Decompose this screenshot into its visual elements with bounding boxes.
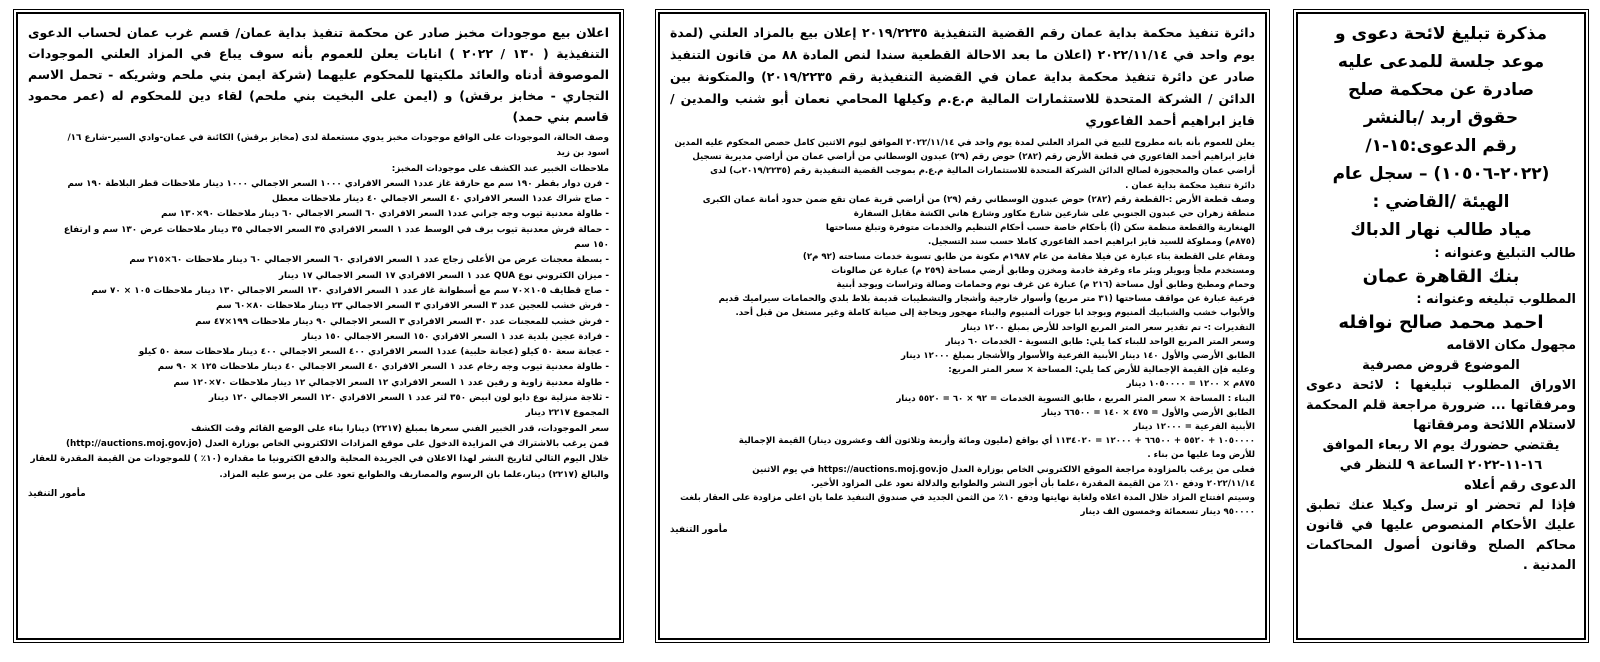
text-line: - صاج قطايف ١٠٥×٧٠ سم مع أسطوانة غاز عدد ١ السعر الافرادي ١٣٠ السعر الاجمالي ١٣٠ دينار ملاحظات ١٠٥ × ٧٠ سم: [91, 285, 609, 296]
notice-heading-line: موعد جلسة للمدعى عليه: [1337, 52, 1545, 72]
text-line: البناء : المساحة × سعر المتر المربع ، طابق التسوية الخدمات = ٩٢ × ٦٠ = ٥٥٢٠ دينار: [896, 393, 1255, 404]
text-line: ١٠٥٠٠٠٠ + ٥٥٢٠ + ٦٦٥٠٠ + ١٢٠٠٠ = ١١٣٤٠٢٠ أي بواقع (مليون ومائة وأربعة وثلاثون ألف وعشرون دينار) القيمة الإجمالية: [738, 436, 1255, 447]
text-line: - عجانة سعة ٥٠ كيلو (عجانة حلبية) عدد١ السعر الافرادي ٤٠٠ السعر الاجمالي ٤٠٠ دينار ملاحظات سعة ٥٠ كيلو: [138, 347, 609, 358]
text-line: ٨٧٥م × ١٢٠٠ = ١٠٥٠٠٠٠ دينار: [1126, 379, 1255, 390]
text-line: - ثلاجة منزلية نوع دايو لون ابيض ٣٥٠ لتر عدد ١ السعر الافرادي ١٢٠ السعر الاجمالي ١٢٠ دينار: [208, 393, 609, 404]
text-line: فرعية عبارة عن مواقف مساحتها (٣١ متر مربع) وأسوار خارجية وأشجار والتشطيبات قديمة بلاط بلدي والحمامات سيراميك قديم: [718, 294, 1255, 305]
court-notice-panel: [1296, 12, 1586, 640]
attend-text: يقتضي حضورك يوم الا ربعاء الموافق: [1322, 438, 1560, 453]
text-line: للأرض وما عليها من بناء .: [1147, 450, 1255, 461]
text-line: - فرادة عجين بلدية عدد ١ السعر الافرادي ١٥٠ السعر الاجمالي ١٥٠ دينار: [302, 331, 609, 342]
text-line: اسود بن زيد: [556, 148, 609, 159]
text-line: يعلن للعموم بأنه بانه مطروح للبيع في المزاد العلني لمدة يوم واحد في ٢٠٢٢/١١/١٤ الموافق ليوم الاثنين كامل حصص المحكوم عليه المدين: [674, 138, 1255, 148]
residence-text: مجهول مكان الاقامه: [1446, 338, 1576, 353]
text-line: - بسطة معجنات عرض من الأعلى زجاج عدد ١ السعر الافرادي ٦٠ السعر الاجمالي ٦٠ دينار ملاحظات ٦٠×٢١٥ سم: [129, 255, 609, 266]
text-line: وصف قطعة الأرض :-القطعة رقم (٢٨٢) حوض عبدون الوسطاني رقم (٢٩) من أراضي قرية عمان تقع ضمن حدود أمانة عمان الكبرى: [702, 194, 1255, 205]
text-line: ومقام على القطعة بناء عبارة عن فيلا مقامة من عام ١٩٨٧م مكونة من طابق تسوية خدمات مساحته (٩٢ م٢): [802, 251, 1255, 262]
text-line: والأبواب خشب والشبابيك ألمنيوم ويوجد ابا جورات ألمنيوم والبناء مهجور ويحاجة إلى صيانة كاملة وغير مستغل من قبل أحد.: [735, 308, 1255, 319]
text-line: - حمالة فرش معدنية تيوب برف في الوسط عدد ١ السعر الافرادي ٣٥ السعر الاجمالي ٣٥ دينار ملاحظات عرض ١٣٠ سم و ارتفاع: [63, 224, 609, 235]
text-line: وصف الحالة، الموجودات على الواقع موجودات مخبز يدوي مستعملة لدى (مخابز برقش) الكائنة في عمان-وادي السير-شارع ١٦/: [67, 133, 609, 143]
bakery-auction-panel: [16, 12, 621, 640]
text-line: الهنغارية والقطعة منظمة سكن (أ) بأحكام خاصة حسب أحكام التنظيم والخدمات متوفرة وتبلغ مساحتها: [825, 223, 1255, 234]
signature: مأمور التنفيذ: [28, 488, 86, 499]
notice-heading-line: صادرة عن محكمة صلح: [1347, 80, 1534, 100]
text-line: دائرة تنفيذ محكمة بداية عمان .: [1125, 180, 1255, 191]
text-line: - فرش خشب للعجين عدد ٣ السعر الافرادي ٣ السعر الاجمالي ٢٣ دينار ملاحظات ٨٠×٦٠ سم: [216, 301, 609, 312]
text-line: وسعر المتر المربع الواحد للبناء كما يلي: طابق التسوية - الخدمات ٦٠ دينار: [945, 336, 1255, 347]
text-line: - فرش خشب للمعجنات عدد ٣٠ السعر الافرادي ٣ السعر الاجمالي ٩٠ دينار ملاحظات ١٩٩×٤٧ سم: [195, 316, 609, 327]
case-reference-text: الدعوى رقم أعلاه: [1464, 478, 1576, 493]
auction-body: [670, 136, 1255, 519]
text-line: - صاج شراك عدد١ السعر الافرادي ٤٠ السعر الاجمالي ٤٠ دينار ملاحظات معطل: [271, 194, 609, 205]
text-line: سعر الموجودات، قدر الخبير الفني سعرها بمبلغ (٢٢١٧) دينارا بناء على الوضع القائم وقت الكشف: [191, 423, 609, 434]
notice-heading-line: (٢٠٢٢-١٠٥٠٦) – سجل عام: [1332, 164, 1550, 184]
text-line: (٨٧٥م) ومملوكة للسيد فايز ابراهيم احمد الفاعوري كاملا حسب سند التسجيل.: [927, 237, 1255, 248]
papers-text: الاوراق المطلوب تبليغها : لائحة دعوى ومرفقاتها ... ضرورة مراجعة قلم المحكمة لاستلام اللائحة ومرفقاتها: [1306, 378, 1576, 433]
text-line: فعلى من يرغب بالمزاودة مراجعة الموقع الالكتروني الخاص بوزارة العدل https://auctions.moj.gov.jo في يوم الاثنين: [752, 464, 1255, 475]
requester-name: بنك القاهرة عمان: [1362, 266, 1520, 287]
text-line: - طاولة معدنية تيوب وجه جراني عدد١ السعر الافرادي ٦٠ السعر الاجمالي ٦٠ دينار ملاحظات ٩٠×١٣٠ سم: [161, 209, 609, 220]
text-line: التقديرات :- تم تقدير سعر المتر المربع الواحد للأرض بمبلغ ١٢٠٠ دينار: [961, 322, 1255, 333]
text-line: والبالغ (٢٢١٧) دينار،علما بان الرسوم والمصاريف والطوابع تعود على من يرسو عليه المزاد.: [219, 469, 609, 480]
signature: مأمور التنفيذ: [670, 525, 728, 536]
notice-heading-line: مذكرة تبليغ لائحة دعوى و: [1334, 24, 1548, 44]
text-line: الأبنية الفرعية = ١٢٠٠٠ دينار: [1133, 422, 1255, 433]
text-line: وعليه فإن القيمة الإجمالية للأرض كما يلي: المساحة × سعر المتر المربع:: [948, 365, 1255, 376]
auction-heading: دائرة تنفيذ محكمة بداية عمان رقم القضية التنفيذية ٢٠١٩/٢٢٣٥ إعلان بيع بالمزاد العلني (لمدة يوم واحد في ٢٠٢٢/١١/١٤ (اعلان ما بعد الاحالة القطعية سندا لنص المادة ٨٨ من قانون التنفيذ صادر عن دائرة تنفيذ محكمة بداية عمان في القضية التنفيذية رقم ٢٠١٩/٢٢٣٥) والمتكونة بين الدائن / الشركة المتحدة للاستثمارات المالية م.ع.م وكيلها المحامي نعمان أبو شنب والمدين / فايز ابراهيم أحمد الفاعوري: [670, 25, 1256, 128]
bakery-auction-heading: اعلان بيع موجودات مخبز صادر عن محكمة تنفيذ بداية عمان/ قسم غرب عمان لحساب الدعوى التنفيذية ( ١٣٠ / ٢٠٢٢ ) انابات يعلن للعموم بأنه سوف يباع في المزاد العلني الموجودات الموصوفة أدناه والعائد ملكيتها للمحكوم عليهما (شركة ايمن بني ملحم وشريكه - تحمل الاسم التجاري - مخابز برقش) و (ايمن على البخيت بني ملحم) لقاء دين للمحكوم له (عمر محمود قاسم بني حمد): [28, 25, 609, 124]
text-line: ومستخدم ملجأ وبويلر وبئر ماء وغرفة خادمة ومخزن وطابق أرضي مساحة (٢٥٩ م) عبارة عن صالونات: [831, 265, 1255, 276]
hearing-date-text: ١٦-١١-٢٠٢٢ الساعة ٩ للنظر في: [1339, 458, 1543, 473]
notice-heading-line: مياد طالب نهار الدباك: [1350, 220, 1532, 240]
notice-heading-line: حقوق اربد /بالنشر: [1363, 108, 1519, 128]
text-line: ٩٥٠٠٠٠ دينار تسعمائة وخمسون الف دينار: [1080, 507, 1255, 518]
text-line: فايز ابراهيم أحمد الفاعوري في قطعة الأرض رقم (٢٨٢) حوض رقم (٢٩) عبدون الوسطاني من أراضي عمان من أراضي مديرية تسجيل: [692, 152, 1255, 163]
text-line: ١٥٠ سم: [574, 240, 609, 251]
text-line: وحمام ومطبخ وطابق أول مساحة (٢١٦ م) عبارة عن غرف نوم وحمامات وصالة وتراسات ويوجد أبنية: [836, 280, 1255, 291]
text-line: فمن يرغب بالاشتراك في المزايدة الدخول على موقع المزادات الالكتروني الخاص بوزارة العدل (http://auctions.moj.gov.jo): [65, 438, 609, 449]
text-line: - طاولة معدنية تيوب وجه رخام عدد ١ السعر الافرادي ٤٠ السعر الاجمالي ٤٠ دينار ملاحظات ١٢٥ × ٩٠ سم: [157, 362, 609, 373]
property-auction-panel: [658, 12, 1267, 640]
text-line: خلال اليوم التالي لتاريخ النشر لهذا الاعلان في الجريدة المحلية والدفع الكترونيا ما مقداره (١٠٪ ) للموجودات من القيمة المقدرة للعقار: [30, 454, 609, 465]
text-line: أراضي عمان والمحجوزة لصالح الدائن الشركة المتحدة للاستثمارات المالية م.ع.م بموجب القضية التنفيذية رقم (٢٠١٩/٢٢٣٥ب) لدى: [710, 166, 1255, 177]
text-line: وسيتم افتتاح المزاد خلال المدة اعلاه ولغاية نهايتها ودفع ١٠٪ من الثمن الجديد في صندوق التنفيذ علما بان اعلى مزاودة على العقار بلغت: [680, 493, 1255, 504]
text-line: منطقة زهران حي عبدون الجنوبي على شارعين شارع مكاور وشارع هاني الكشة مقابل السفارة: [853, 209, 1255, 220]
text-line: المجموع ٢٢١٧ دينار: [525, 408, 609, 419]
text-line: الطابق الأرضي والأول = ٤٧٥ × ١٤٠ = ٦٦٥٠٠ دينار: [1041, 407, 1255, 418]
notice-heading-line: رقم الدعوى:١٥-١/: [1365, 136, 1517, 156]
notice-heading-line: الهيئة /القاضي :: [1372, 192, 1510, 212]
text-line: - ميزان الكتروني نوع QUA عدد ١ السعر الافرادي ١٧ السعر الاجمالي ١٧ دينار: [278, 270, 609, 281]
text-line: ٢٠٢٢/١١/١٤ ودفع ١٠٪ من القيمة المقدرة ،علما بأن أجور النشر والطوابع والدلالة تعود على المزاود الأخير.: [810, 478, 1255, 489]
text-line: - طاولة معدنية زاوية و رفين عدد ١ السعر الافرادي ١٢ السعر الاجمالي ١٢ دينار ملاحظات ٧٠×١٢٠ سم: [173, 377, 609, 388]
warning-text: فإذا لم تحضر او ترسل وكيلا عنك تطبق عليك الأحكام المنصوص عليها في قانون محاكم الصلح وقانون أصول المحاكمات المدنية .: [1306, 498, 1576, 573]
notified-label: المطلوب تبليغه وعنوانه :: [1416, 292, 1576, 307]
text-line: - فرن دوار بقطر ١٩٠ سم مع حارقة غاز عدد١ السعر الافرادي ١٠٠٠ السعر الاجمالي ١٠٠٠ دينار ملاحظات قطر البلاطة ١٩٠ سم: [67, 178, 609, 189]
text-line: ملاحظات الخبير عند الكشف على موجودات المخبز:: [391, 163, 609, 174]
bakery-auction-body: [28, 131, 609, 483]
requester-label: طالب التبليغ وعنوانه :: [1434, 246, 1576, 261]
subject-text: الموضوع قروض مصرفية: [1362, 358, 1520, 373]
text-line: الطابق الأرضي والأول ١٤٠ دينار الأبنية الفرعية والأسوار والأشجار بمبلغ ١٢٠٠٠ دينار: [901, 351, 1255, 362]
notified-name: احمد محمد صالح نوافله: [1338, 312, 1544, 333]
